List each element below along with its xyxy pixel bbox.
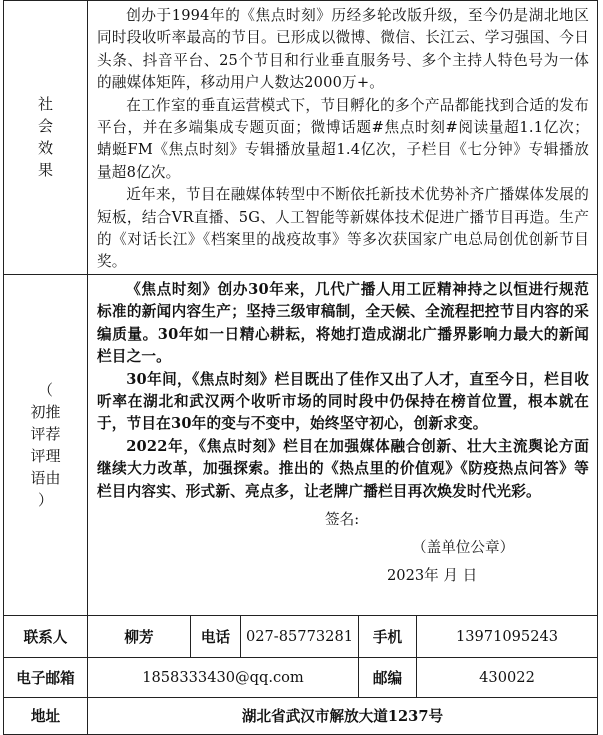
contact-value: 柳芳: [88, 615, 191, 657]
label-char: （: [37, 380, 53, 399]
label-char: 会: [37, 117, 53, 136]
recommendation-row: [4, 274, 598, 615]
label-char: 语由: [30, 468, 61, 487]
label-char: 初推: [30, 402, 61, 421]
signature-block: [97, 509, 589, 587]
label-char: ）: [37, 490, 53, 509]
label-char: 评荐: [30, 424, 61, 443]
form-sheet: [3, 0, 597, 729]
recommendation-paragraph: 2022年，《焦点时刻》栏目在加强媒体融合创新、壮大主流舆论方面继续大力改革，加强探索。推出的《热点里的价值观》《防疫热点问答》等栏目内容实、形式新、亮点多，让老牌广播栏目再次焕发时代光彩。: [97, 437, 590, 500]
address-value: 湖北省武汉市解放大道1237号: [88, 697, 598, 734]
social-effect-content: [88, 1, 598, 275]
contact-label: 联系人: [4, 615, 88, 657]
social-effect-paragraph: 创办于1994年的《焦点时刻》历经多轮改版升级，至今仍是湖北地区同时段收听率最高的节目。已形成以微博、微信、长江云、学习强国、今日头条、抖音平台、25个节目和行业垂直服务号、多个主持人特色号为一体的融媒体矩阵，移动用户人数达2000万+。: [97, 7, 590, 92]
recommendation-paragraph: 30年间，《焦点时刻》栏目既出了佳作又出了人才，直至今日，栏目收听率在湖北和武汉两个收听市场的同时段中仍保持在榜首位置，根本就在于，节目在30年的变与不变中，始终坚守初心，创新求变。: [97, 370, 590, 433]
phone-label: 电话: [191, 615, 241, 657]
postcode-label: 邮编: [359, 657, 417, 697]
phone-value: 027-85773281: [241, 615, 359, 657]
social-effect-label: [4, 1, 88, 275]
mobile-label: 手机: [359, 615, 417, 657]
address-row: [4, 697, 598, 734]
label-char: 效: [37, 139, 53, 158]
recommendation-content: [88, 274, 598, 615]
email-row: [4, 657, 598, 697]
recommendation-label: [4, 274, 88, 615]
social-effect-paragraph: 近年来，节目在融媒体转型中不断依托新技术优势补齐广播媒体发展的短板，结合VR直播、5G、人工智能等新媒体技术促进广播节目再造。生产的《对话长江》《档案里的战疫故事》等多次获国家广电总局创优创新节目奖。: [97, 186, 590, 271]
signature-label: 签名:: [325, 510, 360, 528]
address-label: 地址: [4, 697, 88, 734]
recommendation-paragraph: 《焦点时刻》创办30年来，几代广播人用工匠精神持之以恒进行规范标准的新闻内容生产；坚持三级审稿制，全天候、全流程把控节目内容的采编质量。30年如一日精心耕耘，将她打造成湖北广播界影响力最大的新闻栏目之一。: [97, 280, 590, 366]
recommendation-form-table: [3, 0, 598, 735]
social-effect-paragraph: 在工作室的垂直运营模式下，节目孵化的多个产品都能找到合适的发布平台，并在多端集成专题页面；微博话题#焦点时刻#阅读量超1.1亿次；蜻蜓FM《焦点时刻》专辑播放量超1.4亿次，子栏目《七分钟》专辑播放量超8亿次。: [97, 96, 590, 181]
seal-note: （盖单位公章）: [412, 538, 515, 556]
label-char: 果: [37, 161, 53, 180]
email-label: 电子邮箱: [4, 657, 88, 697]
label-char: 社: [37, 95, 53, 114]
mobile-value: 13971095243: [417, 615, 598, 657]
contact-row: [4, 615, 598, 657]
label-char: 评理: [30, 446, 61, 465]
date-line: 2023年 月 日: [387, 566, 478, 584]
social-effect-row: [4, 1, 598, 275]
postcode-value: 430022: [417, 657, 598, 697]
email-value: 1858333430@qq.com: [88, 657, 359, 697]
